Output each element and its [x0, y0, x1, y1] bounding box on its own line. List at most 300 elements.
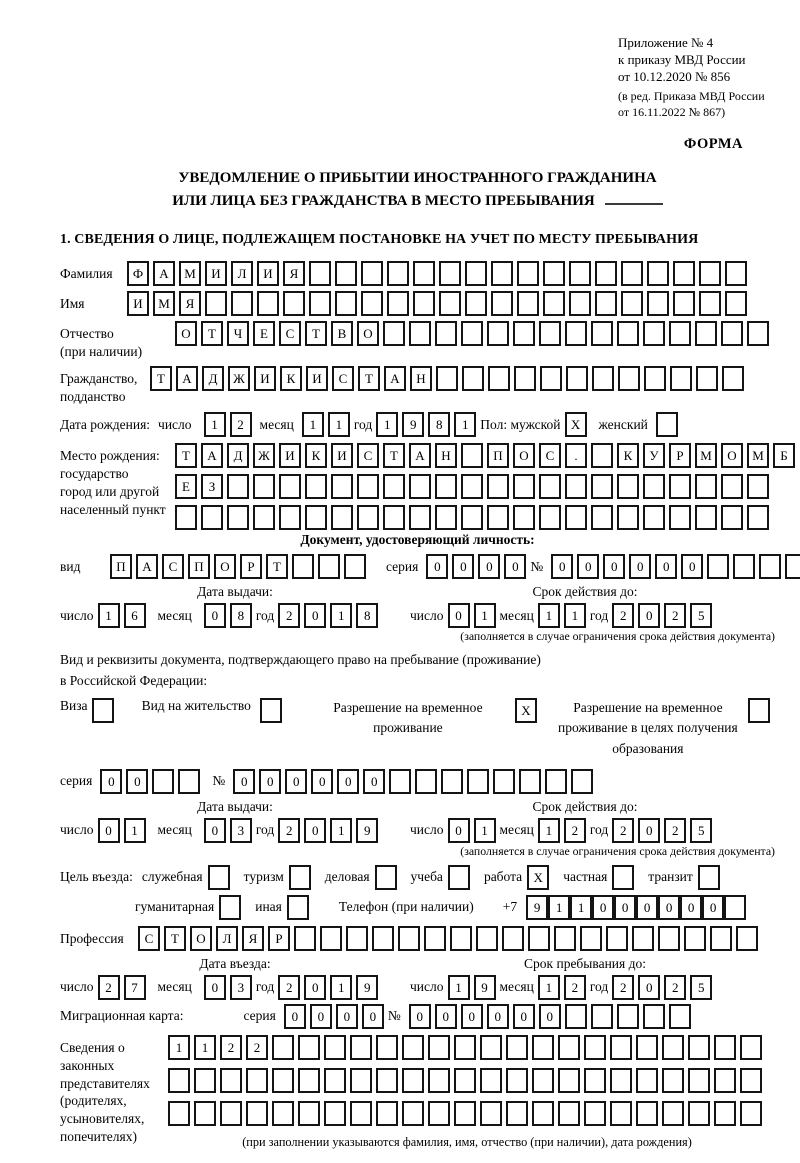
residence-series-cell[interactable]	[178, 769, 200, 794]
birthplace-cell[interactable]	[487, 474, 509, 499]
birthplace-cell[interactable]: З	[201, 474, 223, 499]
legal-reps-cell[interactable]	[688, 1068, 710, 1093]
purpose-work-cell[interactable]: X	[527, 865, 549, 890]
legal-reps-cell[interactable]	[558, 1035, 580, 1060]
birthplace-cell[interactable]	[357, 505, 379, 530]
legal-reps-cell[interactable]	[584, 1035, 606, 1060]
doc-series-cell[interactable]: 0	[478, 554, 500, 579]
surname-cell[interactable]	[517, 261, 539, 286]
profession-cell[interactable]: Я	[242, 926, 264, 951]
citizenship-cell[interactable]	[488, 366, 510, 391]
patronymic-cell[interactable]	[435, 321, 457, 346]
doc-number-cell[interactable]: 0	[655, 554, 677, 579]
legal-reps-cell[interactable]	[402, 1068, 424, 1093]
profession-cell[interactable]	[528, 926, 550, 951]
legal-reps-cell[interactable]	[168, 1068, 190, 1093]
birthplace-cell[interactable]	[383, 474, 405, 499]
residence-number-cell[interactable]	[493, 769, 515, 794]
phone-cell[interactable]: 9	[526, 895, 548, 920]
patronymic-cell[interactable]: Т	[201, 321, 223, 346]
legal-reps-cell[interactable]	[454, 1101, 476, 1126]
patronymic-cell[interactable]: О	[175, 321, 197, 346]
legal-reps-cell[interactable]	[636, 1035, 658, 1060]
birthplace-cell[interactable]	[279, 474, 301, 499]
given-name-cell[interactable]	[491, 291, 513, 316]
stay-year-cell[interactable]: 2	[664, 975, 686, 1000]
entry-year-cell[interactable]: 0	[304, 975, 326, 1000]
surname-cell[interactable]	[621, 261, 643, 286]
id-valid-year-input[interactable]	[612, 603, 716, 628]
id-issue-day-cell[interactable]: 1	[98, 603, 120, 628]
migration-series-cell[interactable]: 0	[310, 1004, 332, 1029]
legal-reps-cell[interactable]	[532, 1101, 554, 1126]
res-valid-year-cell[interactable]: 0	[638, 818, 660, 843]
given-name-cell[interactable]	[257, 291, 279, 316]
res-issue-year-input[interactable]	[278, 818, 382, 843]
legal-reps-cell[interactable]	[714, 1035, 736, 1060]
legal-reps-cell[interactable]	[246, 1068, 268, 1093]
birthplace-cell[interactable]	[695, 505, 717, 530]
residence-number-cell[interactable]: 0	[259, 769, 281, 794]
doc-number-cell[interactable]: 0	[681, 554, 703, 579]
legal-reps-cell[interactable]	[688, 1035, 710, 1060]
legal-reps-cell[interactable]	[506, 1101, 528, 1126]
residence-series-cell[interactable]: 0	[126, 769, 148, 794]
residence-number-cell[interactable]	[467, 769, 489, 794]
surname-cell[interactable]: Л	[231, 261, 253, 286]
res-issue-month-cell[interactable]: 3	[230, 818, 252, 843]
entry-year-cell[interactable]: 9	[356, 975, 378, 1000]
stay-year-cell[interactable]: 2	[612, 975, 634, 1000]
birthplace-cell[interactable]: Ж	[253, 443, 275, 468]
id-valid-month-input[interactable]	[538, 603, 590, 628]
migration-number-cell[interactable]: 0	[539, 1004, 561, 1029]
surname-cell[interactable]: М	[179, 261, 201, 286]
legal-reps-cell[interactable]	[376, 1035, 398, 1060]
res-valid-day-cell[interactable]: 1	[474, 818, 496, 843]
doc-kind-cell[interactable]: С	[162, 554, 184, 579]
citizenship-cell[interactable]	[592, 366, 614, 391]
id-valid-year-cell[interactable]: 0	[638, 603, 660, 628]
citizenship-cell[interactable]: Ж	[228, 366, 250, 391]
birthplace-cell[interactable]: А	[201, 443, 223, 468]
given-name-cell[interactable]	[413, 291, 435, 316]
birthplace-cell[interactable]	[565, 505, 587, 530]
phone-cell[interactable]	[724, 895, 746, 920]
visa-checkbox[interactable]	[92, 698, 118, 723]
birthplace-cell[interactable]	[253, 474, 275, 499]
id-issue-year-cell[interactable]: 8	[356, 603, 378, 628]
birthplace-cell[interactable]	[331, 505, 353, 530]
migration-number-input[interactable]	[409, 1004, 695, 1029]
surname-cell[interactable]	[647, 261, 669, 286]
residence-number-cell[interactable]: 0	[311, 769, 333, 794]
phone-input[interactable]	[526, 895, 746, 920]
given-name-cell[interactable]	[673, 291, 695, 316]
birth-year-cell[interactable]: 8	[428, 412, 450, 437]
given-name-cell[interactable]	[517, 291, 539, 316]
surname-cell[interactable]	[491, 261, 513, 286]
birthplace-cell[interactable]	[305, 505, 327, 530]
legal-reps-cell[interactable]	[480, 1068, 502, 1093]
purpose-humanitarian-cell[interactable]	[219, 895, 241, 920]
citizenship-cell[interactable]: И	[254, 366, 276, 391]
stay-year-input[interactable]	[612, 975, 716, 1000]
res-issue-day-cell[interactable]: 0	[98, 818, 120, 843]
legal-reps-cell[interactable]	[636, 1068, 658, 1093]
birthplace-cell[interactable]	[227, 505, 249, 530]
legal-reps-cell[interactable]: 2	[220, 1035, 242, 1060]
birth-year-cell[interactable]: 1	[454, 412, 476, 437]
profession-cell[interactable]	[502, 926, 524, 951]
birthplace-cell[interactable]: К	[305, 443, 327, 468]
profession-cell[interactable]	[606, 926, 628, 951]
migration-number-cell[interactable]	[617, 1004, 639, 1029]
patronymic-cell[interactable]: Е	[253, 321, 275, 346]
legal-reps-cell[interactable]	[324, 1068, 346, 1093]
given-name-cell[interactable]	[361, 291, 383, 316]
birthplace-cell[interactable]: И	[279, 443, 301, 468]
residence-series-cell[interactable]: 0	[100, 769, 122, 794]
migration-number-cell[interactable]: 0	[435, 1004, 457, 1029]
profession-cell[interactable]: Р	[268, 926, 290, 951]
res-valid-month-input[interactable]	[538, 818, 590, 843]
doc-number-cell[interactable]: 0	[577, 554, 599, 579]
sex-male-cell[interactable]: X	[565, 412, 587, 437]
doc-number-cell[interactable]: 0	[629, 554, 651, 579]
given-name-cell[interactable]	[335, 291, 357, 316]
citizenship-cell[interactable]: А	[176, 366, 198, 391]
birthplace-cell[interactable]: А	[409, 443, 431, 468]
patronymic-cell[interactable]	[383, 321, 405, 346]
birthplace-cell[interactable]	[669, 505, 691, 530]
residence-number-cell[interactable]	[571, 769, 593, 794]
birthplace-cell[interactable]	[253, 505, 275, 530]
citizenship-cell[interactable]	[696, 366, 718, 391]
legal-reps-cell[interactable]	[610, 1068, 632, 1093]
profession-cell[interactable]: Т	[164, 926, 186, 951]
birthplace-cell[interactable]	[591, 443, 613, 468]
birthplace-cell[interactable]	[383, 505, 405, 530]
migration-series-input[interactable]	[284, 1004, 388, 1029]
profession-cell[interactable]	[658, 926, 680, 951]
profession-cell[interactable]	[580, 926, 602, 951]
residence-number-cell[interactable]	[415, 769, 437, 794]
entry-month-cell[interactable]: 3	[230, 975, 252, 1000]
doc-series-cell[interactable]: 0	[504, 554, 526, 579]
id-valid-month-cell[interactable]: 1	[538, 603, 560, 628]
legal-reps-cell[interactable]	[740, 1101, 762, 1126]
phone-cell[interactable]: 0	[702, 895, 724, 920]
residence-number-cell[interactable]: 0	[363, 769, 385, 794]
migration-number-cell[interactable]: 0	[513, 1004, 535, 1029]
birthplace-cell[interactable]: Д	[227, 443, 249, 468]
entry-month-input[interactable]	[204, 975, 256, 1000]
migration-number-cell[interactable]: 0	[409, 1004, 431, 1029]
patronymic-cell[interactable]	[565, 321, 587, 346]
id-valid-day-cell[interactable]: 1	[474, 603, 496, 628]
birthplace-cell[interactable]: М	[695, 443, 717, 468]
given-name-cell[interactable]: Я	[179, 291, 201, 316]
doc-series-input[interactable]	[426, 554, 530, 579]
res-issue-year-cell[interactable]: 0	[304, 818, 326, 843]
citizenship-cell[interactable]	[514, 366, 536, 391]
id-valid-month-cell[interactable]: 1	[564, 603, 586, 628]
residence-series-input[interactable]	[100, 769, 204, 794]
purpose-study-checkbox[interactable]	[448, 865, 470, 890]
surname-cell[interactable]: И	[205, 261, 227, 286]
birthplace-cell[interactable]	[747, 474, 769, 499]
citizenship-cell[interactable]: К	[280, 366, 302, 391]
res-valid-year-cell[interactable]: 5	[690, 818, 712, 843]
res-valid-day-input[interactable]	[448, 818, 500, 843]
birthplace-cell[interactable]	[617, 474, 639, 499]
res-valid-year-input[interactable]	[612, 818, 716, 843]
residence-series-cell[interactable]	[152, 769, 174, 794]
doc-series-cell[interactable]: 0	[452, 554, 474, 579]
profession-cell[interactable]: С	[138, 926, 160, 951]
surname-cell[interactable]	[335, 261, 357, 286]
patronymic-cell[interactable]: О	[357, 321, 379, 346]
legal-reps-cell[interactable]	[324, 1101, 346, 1126]
phone-cell[interactable]: 0	[658, 895, 680, 920]
given-name-cell[interactable]	[725, 291, 747, 316]
purpose-official-cell[interactable]	[208, 865, 230, 890]
res-valid-month-cell[interactable]: 1	[538, 818, 560, 843]
birthplace-cell[interactable]: К	[617, 443, 639, 468]
legal-reps-cell[interactable]	[376, 1101, 398, 1126]
surname-cell[interactable]	[699, 261, 721, 286]
legal-reps-cell[interactable]	[558, 1068, 580, 1093]
patronymic-cell[interactable]	[695, 321, 717, 346]
profession-cell[interactable]	[398, 926, 420, 951]
birthplace-cell[interactable]	[721, 505, 743, 530]
given-name-cell[interactable]	[569, 291, 591, 316]
legal-reps-cell[interactable]	[454, 1068, 476, 1093]
stay-day-input[interactable]	[448, 975, 500, 1000]
entry-day-cell[interactable]: 7	[124, 975, 146, 1000]
birthplace-cell[interactable]	[175, 505, 197, 530]
stay-year-cell[interactable]: 0	[638, 975, 660, 1000]
doc-kind-cell[interactable]: П	[188, 554, 210, 579]
legal-reps-cell[interactable]	[376, 1068, 398, 1093]
legal-reps-line2-input[interactable]	[168, 1068, 766, 1093]
legal-reps-cell[interactable]	[272, 1035, 294, 1060]
patronymic-cell[interactable]: Ч	[227, 321, 249, 346]
surname-cell[interactable]	[569, 261, 591, 286]
birthplace-cell[interactable]	[305, 474, 327, 499]
legal-reps-cell[interactable]	[324, 1035, 346, 1060]
citizenship-cell[interactable]	[722, 366, 744, 391]
legal-reps-cell[interactable]	[272, 1101, 294, 1126]
given-name-cell[interactable]	[543, 291, 565, 316]
doc-kind-cell[interactable]: Р	[240, 554, 262, 579]
doc-number-cell[interactable]	[785, 554, 800, 579]
phone-cell[interactable]: 0	[680, 895, 702, 920]
legal-reps-cell[interactable]	[584, 1101, 606, 1126]
phone-cell[interactable]: 0	[636, 895, 658, 920]
birthplace-cell[interactable]	[695, 474, 717, 499]
legal-reps-cell[interactable]	[480, 1035, 502, 1060]
id-issue-year-input[interactable]	[278, 603, 382, 628]
profession-cell[interactable]	[424, 926, 446, 951]
residence-number-cell[interactable]: 0	[285, 769, 307, 794]
doc-kind-cell[interactable]: А	[136, 554, 158, 579]
legal-reps-cell[interactable]	[350, 1068, 372, 1093]
birthplace-cell[interactable]	[747, 505, 769, 530]
birth-day-cell[interactable]: 2	[230, 412, 252, 437]
birthplace-cell[interactable]	[461, 505, 483, 530]
profession-cell[interactable]	[684, 926, 706, 951]
surname-cell[interactable]	[673, 261, 695, 286]
purpose-private-checkbox[interactable]	[612, 865, 634, 890]
birthplace-cell[interactable]	[591, 505, 613, 530]
id-valid-day-cell[interactable]: 0	[448, 603, 470, 628]
legal-reps-cell[interactable]	[428, 1035, 450, 1060]
patronymic-cell[interactable]	[461, 321, 483, 346]
residence-permit-cell[interactable]	[260, 698, 282, 723]
legal-reps-cell[interactable]	[740, 1035, 762, 1060]
birthplace-cell[interactable]	[539, 474, 561, 499]
legal-reps-cell[interactable]	[740, 1068, 762, 1093]
phone-cell[interactable]: 0	[592, 895, 614, 920]
purpose-tourism-checkbox[interactable]	[289, 865, 311, 890]
birthplace-cell[interactable]	[591, 474, 613, 499]
legal-reps-cell[interactable]	[558, 1101, 580, 1126]
birthplace-cell[interactable]: И	[331, 443, 353, 468]
birthplace-cell[interactable]	[487, 505, 509, 530]
phone-cell[interactable]: 1	[570, 895, 592, 920]
stay-day-cell[interactable]: 9	[474, 975, 496, 1000]
birthplace-cell[interactable]	[435, 474, 457, 499]
id-issue-day-input[interactable]	[98, 603, 150, 628]
migration-number-cell[interactable]	[565, 1004, 587, 1029]
id-issue-month-cell[interactable]: 0	[204, 603, 226, 628]
legal-reps-line1-input[interactable]	[168, 1035, 766, 1060]
legal-reps-cell[interactable]: 2	[246, 1035, 268, 1060]
birthplace-cell[interactable]: О	[513, 443, 535, 468]
birth-month-cell[interactable]: 1	[328, 412, 350, 437]
res-valid-month-cell[interactable]: 2	[564, 818, 586, 843]
birth-day-cell[interactable]: 1	[204, 412, 226, 437]
citizenship-cell[interactable]	[644, 366, 666, 391]
birthplace-cell[interactable]: У	[643, 443, 665, 468]
residence-number-cell[interactable]	[389, 769, 411, 794]
citizenship-cell[interactable]	[540, 366, 562, 391]
birthplace-cell[interactable]	[331, 474, 353, 499]
res-issue-year-cell[interactable]: 1	[330, 818, 352, 843]
surname-cell[interactable]	[309, 261, 331, 286]
citizenship-cell[interactable]: А	[384, 366, 406, 391]
surname-cell[interactable]	[439, 261, 461, 286]
entry-month-cell[interactable]: 0	[204, 975, 226, 1000]
res-valid-year-cell[interactable]: 2	[612, 818, 634, 843]
entry-year-cell[interactable]: 2	[278, 975, 300, 1000]
birthplace-cell[interactable]: О	[721, 443, 743, 468]
legal-reps-cell[interactable]	[246, 1101, 268, 1126]
legal-reps-cell[interactable]	[610, 1101, 632, 1126]
purpose-business-cell[interactable]	[375, 865, 397, 890]
doc-number-cell[interactable]	[759, 554, 781, 579]
birthplace-line2-input[interactable]	[175, 474, 799, 499]
patronymic-cell[interactable]: Т	[305, 321, 327, 346]
profession-cell[interactable]: О	[190, 926, 212, 951]
given-name-cell[interactable]	[205, 291, 227, 316]
birthplace-cell[interactable]	[565, 474, 587, 499]
surname-cell[interactable]	[465, 261, 487, 286]
birthplace-cell[interactable]: Н	[435, 443, 457, 468]
stay-day-cell[interactable]: 1	[448, 975, 470, 1000]
residence-number-cell[interactable]: 0	[233, 769, 255, 794]
entry-year-input[interactable]	[278, 975, 382, 1000]
surname-cell[interactable]	[543, 261, 565, 286]
stay-month-input[interactable]	[538, 975, 590, 1000]
birthplace-cell[interactable]	[721, 474, 743, 499]
surname-cell[interactable]	[595, 261, 617, 286]
birthplace-line3-input[interactable]	[175, 505, 799, 530]
birthplace-cell[interactable]	[357, 474, 379, 499]
legal-reps-cell[interactable]	[506, 1068, 528, 1093]
stay-year-cell[interactable]: 5	[690, 975, 712, 1000]
citizenship-cell[interactable]: Д	[202, 366, 224, 391]
profession-cell[interactable]	[294, 926, 316, 951]
given-name-cell[interactable]	[699, 291, 721, 316]
profession-cell[interactable]	[710, 926, 732, 951]
res-issue-year-cell[interactable]: 2	[278, 818, 300, 843]
citizenship-cell[interactable]: Т	[358, 366, 380, 391]
birthplace-cell[interactable]	[435, 505, 457, 530]
doc-series-cell[interactable]: 0	[426, 554, 448, 579]
citizenship-cell[interactable]	[670, 366, 692, 391]
given-name-cell[interactable]: М	[153, 291, 175, 316]
citizenship-cell[interactable]	[462, 366, 484, 391]
profession-cell[interactable]	[346, 926, 368, 951]
birthplace-cell[interactable]: Т	[383, 443, 405, 468]
doc-number-cell[interactable]: 0	[603, 554, 625, 579]
purpose-official-checkbox[interactable]	[208, 865, 230, 890]
surname-cell[interactable]: И	[257, 261, 279, 286]
legal-reps-cell[interactable]	[298, 1035, 320, 1060]
migration-series-cell[interactable]: 0	[284, 1004, 306, 1029]
legal-reps-cell[interactable]	[584, 1068, 606, 1093]
doc-kind-cell[interactable]	[344, 554, 366, 579]
birthplace-cell[interactable]	[539, 505, 561, 530]
birth-day-input[interactable]	[204, 412, 256, 437]
birthplace-cell[interactable]: С	[539, 443, 561, 468]
birthplace-cell[interactable]	[643, 505, 665, 530]
patronymic-cell[interactable]: С	[279, 321, 301, 346]
res-valid-year-cell[interactable]: 2	[664, 818, 686, 843]
temp-residence-cell[interactable]: X	[515, 698, 537, 723]
patronymic-cell[interactable]	[513, 321, 535, 346]
id-valid-day-input[interactable]	[448, 603, 500, 628]
profession-input[interactable]	[138, 926, 762, 951]
profession-cell[interactable]	[736, 926, 758, 951]
birth-year-input[interactable]	[376, 412, 480, 437]
legal-reps-cell[interactable]	[480, 1101, 502, 1126]
legal-reps-cell[interactable]: 1	[168, 1035, 190, 1060]
id-issue-year-cell[interactable]: 1	[330, 603, 352, 628]
given-name-cell[interactable]	[283, 291, 305, 316]
birth-month-input[interactable]	[302, 412, 354, 437]
legal-reps-cell[interactable]	[298, 1101, 320, 1126]
entry-day-input[interactable]	[98, 975, 150, 1000]
legal-reps-cell[interactable]	[402, 1035, 424, 1060]
birthplace-cell[interactable]: Е	[175, 474, 197, 499]
sex-female-checkbox[interactable]	[656, 412, 682, 437]
patronymic-cell[interactable]	[409, 321, 431, 346]
entry-day-cell[interactable]: 2	[98, 975, 120, 1000]
